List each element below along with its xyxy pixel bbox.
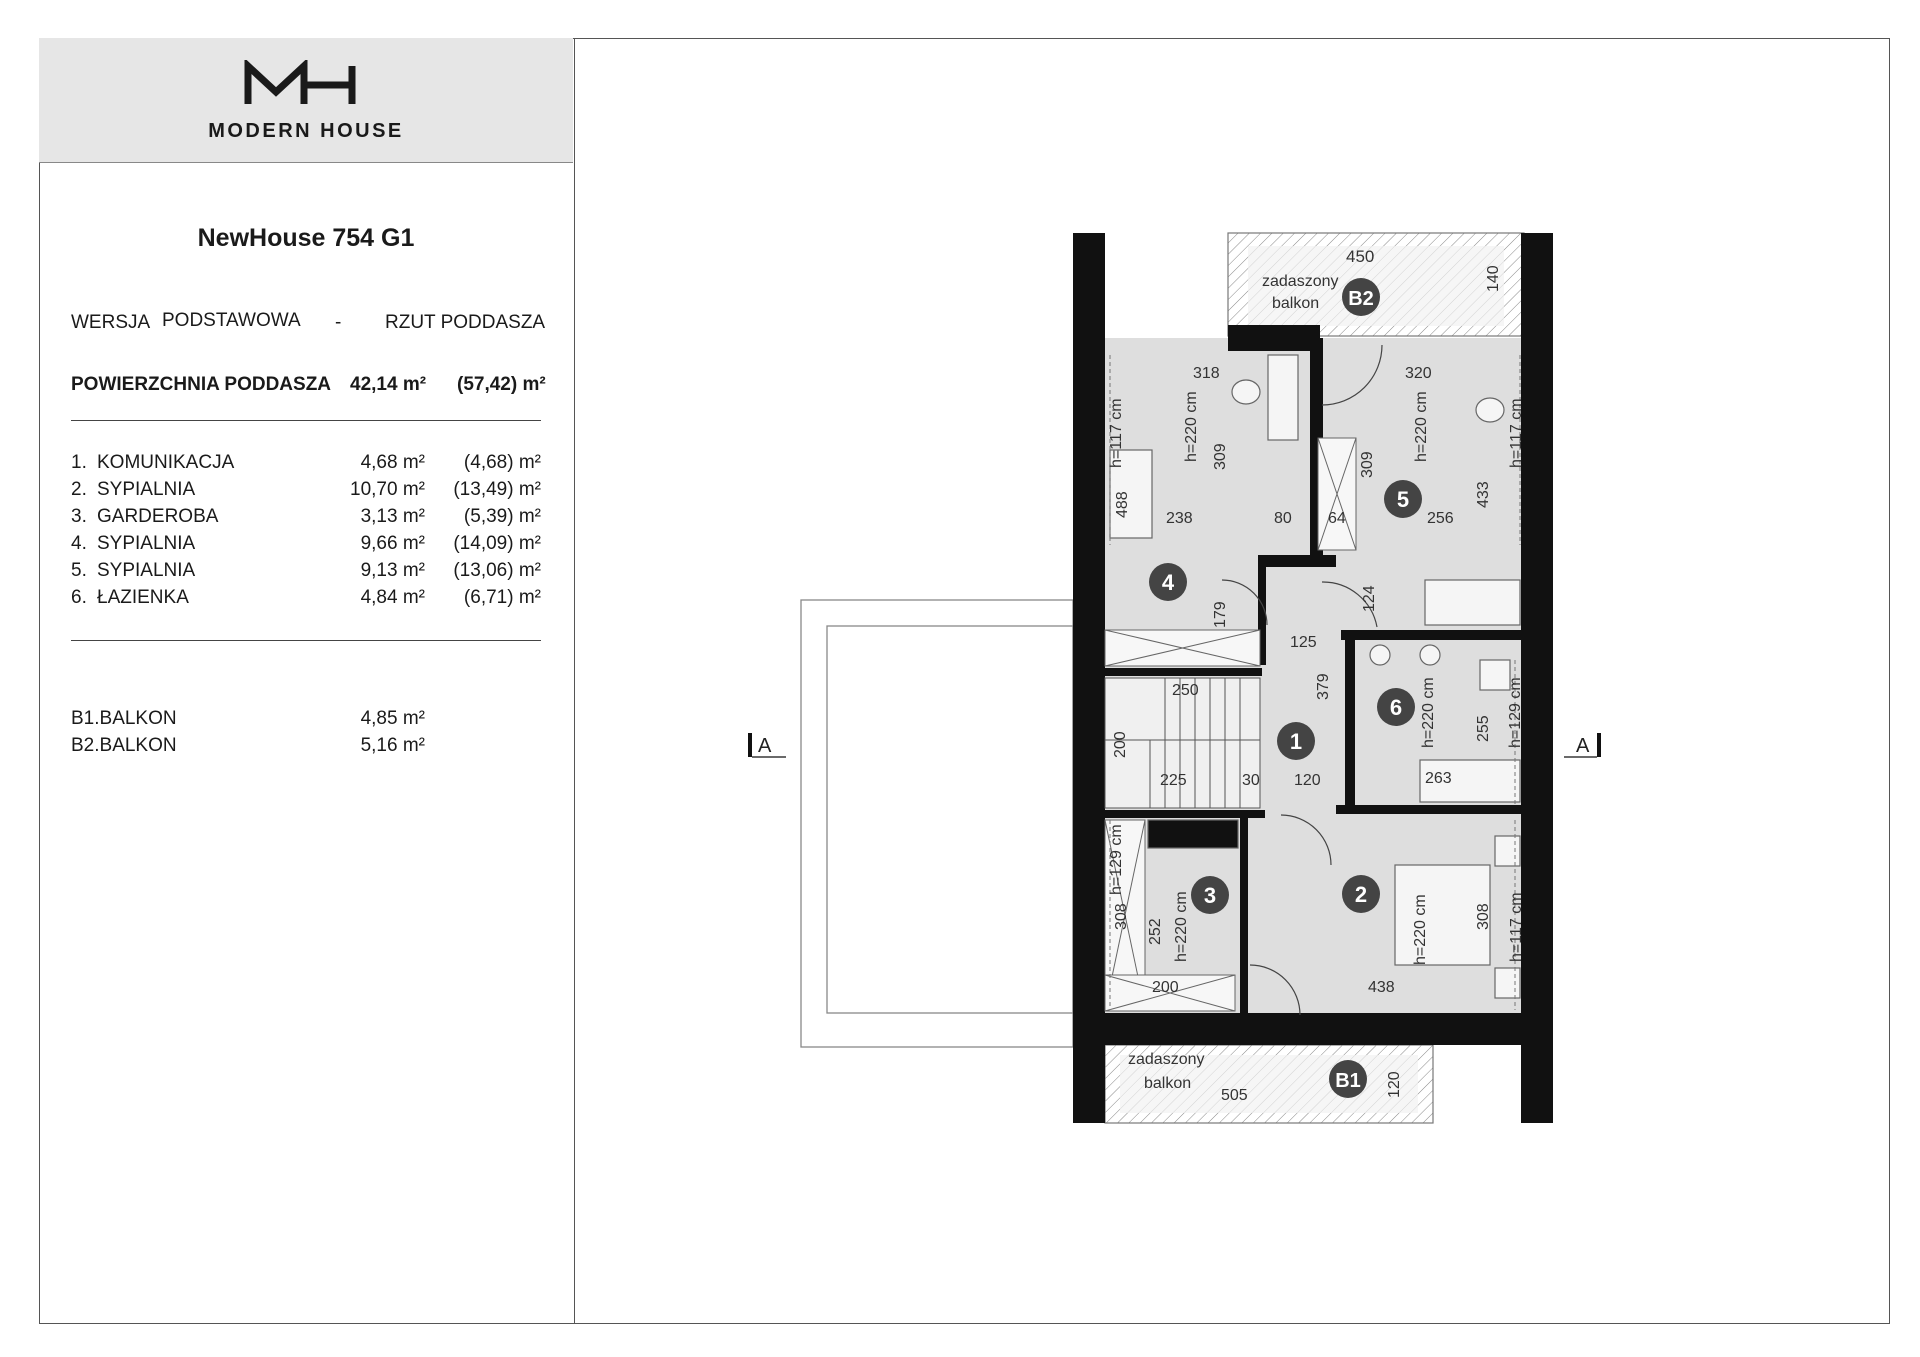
wall-bottom bbox=[1100, 1013, 1540, 1045]
room-name: GARDEROBA bbox=[97, 506, 219, 527]
section-mark-right bbox=[1564, 733, 1601, 757]
room-area: 3,13 m² bbox=[360, 506, 425, 527]
nightstand bbox=[1495, 836, 1520, 866]
dim-r5-door: 124 bbox=[1361, 585, 1378, 612]
wall-stair-top bbox=[1100, 668, 1262, 676]
room-label-3: 3 bbox=[1203, 883, 1217, 908]
room-label-5: 5 bbox=[1396, 487, 1410, 512]
version-label: WERSJA bbox=[71, 312, 151, 333]
dim-r5-h: 309 bbox=[1359, 451, 1376, 478]
balcony-area: 4,85 m² bbox=[360, 708, 425, 729]
height-r2-220: h=220 cm bbox=[1412, 894, 1429, 965]
dim-b1-w: 505 bbox=[1221, 1087, 1248, 1104]
wardrobe-tall bbox=[1268, 355, 1298, 440]
wall-bath-top bbox=[1341, 630, 1526, 640]
brand-name: MODERN HOUSE bbox=[208, 120, 404, 142]
balcony-area: 5,16 m² bbox=[360, 735, 425, 756]
dim-r5-d1: 64 bbox=[1328, 510, 1346, 527]
dim-r2-a: 308 bbox=[1475, 903, 1492, 930]
height-r4-117: h=117 cm bbox=[1108, 398, 1125, 468]
height-r6-220: h=220 cm bbox=[1420, 677, 1437, 748]
room-area-total: (5,39) m² bbox=[463, 506, 541, 527]
balcony-name: B2.BALKON bbox=[71, 735, 177, 756]
wall-right bbox=[1521, 233, 1553, 1123]
dim-r5-w: 320 bbox=[1405, 365, 1432, 382]
dim-r6-b: 263 bbox=[1425, 770, 1452, 787]
room-number: 3. bbox=[71, 506, 87, 527]
dim-hall-w: 125 bbox=[1290, 634, 1317, 651]
cooktop bbox=[1148, 820, 1238, 848]
dim-r5-d2: 256 bbox=[1427, 510, 1454, 527]
balcony-name: B1.BALKON bbox=[71, 708, 177, 729]
dim-stair-c: 30 bbox=[1242, 772, 1260, 789]
room-label-2: 2 bbox=[1354, 882, 1368, 907]
dim-r3-b: 252 bbox=[1147, 918, 1164, 945]
dim-r4-d2: 238 bbox=[1166, 510, 1193, 527]
room-area: 4,84 m² bbox=[360, 587, 425, 608]
dim-stair-b: 225 bbox=[1160, 772, 1187, 789]
dim-b2-d: 140 bbox=[1485, 265, 1502, 292]
room-name: KOMUNIKACJA bbox=[97, 452, 235, 473]
project-title: NewHouse 754 G1 bbox=[197, 224, 415, 252]
height-r5-117: h=117 cm bbox=[1508, 398, 1525, 468]
section-label: A bbox=[1576, 735, 1590, 757]
wall-wardrobe-right bbox=[1240, 818, 1248, 1018]
wall-left bbox=[1073, 233, 1105, 1123]
dim-r4-w: 318 bbox=[1193, 365, 1220, 382]
nightstand bbox=[1495, 968, 1520, 998]
washbasin bbox=[1420, 645, 1440, 665]
room-label-6: 6 bbox=[1389, 695, 1403, 720]
sofa-r5 bbox=[1425, 580, 1520, 625]
room-name: SYPIALNIA bbox=[97, 479, 196, 500]
dim-stair-h: 200 bbox=[1112, 731, 1129, 758]
height-r2-117: h=117 cm bbox=[1508, 892, 1525, 962]
room-area: 10,70 m² bbox=[350, 479, 425, 500]
room-area: 4,68 m² bbox=[360, 452, 425, 473]
dim-b1-d: 120 bbox=[1386, 1071, 1403, 1098]
dim-hall-b: 120 bbox=[1294, 772, 1321, 789]
room-name: ŁAZIENKA bbox=[97, 587, 189, 608]
room-area-total: (14,09) m² bbox=[453, 533, 541, 554]
room-name: SYPIALNIA bbox=[97, 560, 196, 581]
toilet-r5 bbox=[1476, 398, 1504, 422]
height-r4-220: h=220 cm bbox=[1183, 391, 1200, 462]
room-area: 9,66 m² bbox=[360, 533, 425, 554]
dim-r4-d3: 80 bbox=[1274, 510, 1292, 527]
dim-b2-w: 450 bbox=[1346, 247, 1375, 266]
room-name: SYPIALNIA bbox=[97, 533, 196, 554]
shower-tray bbox=[1480, 660, 1510, 690]
wall-top-mid bbox=[1228, 325, 1320, 351]
height-r5-220: h=220 cm bbox=[1413, 391, 1430, 462]
balcony-label-b2: B2 bbox=[1348, 288, 1374, 310]
view-name: RZUT PODDASZA bbox=[385, 312, 546, 333]
section-label: A bbox=[758, 735, 772, 757]
roof-outline bbox=[801, 600, 1073, 1047]
room-area-total: (6,71) m² bbox=[463, 587, 541, 608]
washbasin bbox=[1370, 645, 1390, 665]
wall-bath-bottom bbox=[1336, 805, 1526, 814]
dim-r3-a: 308 bbox=[1113, 903, 1130, 930]
b1-caption-2: balkon bbox=[1144, 1075, 1192, 1092]
height-r3-129: h=129 cm bbox=[1108, 824, 1125, 895]
room-area: 9,13 m² bbox=[360, 560, 425, 581]
height-r3-220: h=220 cm bbox=[1173, 891, 1190, 962]
version-value: PODSTAWOWA bbox=[162, 310, 301, 331]
dim-r2-b: 438 bbox=[1368, 979, 1395, 996]
room-number: 6. bbox=[71, 587, 87, 608]
dim-r5-d3: 433 bbox=[1475, 481, 1492, 508]
room-number: 5. bbox=[71, 560, 87, 581]
room-area-total: (13,49) m² bbox=[453, 479, 541, 500]
room-label-4: 4 bbox=[1161, 570, 1175, 595]
balcony-label-b1: B1 bbox=[1335, 1070, 1361, 1092]
b2-caption-1: zadaszony bbox=[1262, 273, 1339, 290]
version-dash: - bbox=[335, 312, 342, 333]
dim-r4-door: 179 bbox=[1212, 601, 1229, 628]
room-number: 2. bbox=[71, 479, 87, 500]
dim-r4-h: 309 bbox=[1212, 443, 1229, 470]
b2-caption-2: balkon bbox=[1272, 295, 1320, 312]
dim-r6-a: 255 bbox=[1475, 715, 1492, 742]
dim-hall-h: 379 bbox=[1315, 673, 1332, 700]
room-area-total: (13,06) m² bbox=[453, 560, 541, 581]
room-label-1: 1 bbox=[1289, 729, 1303, 754]
area-value: 42,14 m² bbox=[350, 374, 427, 395]
room-area-total: (4,68) m² bbox=[463, 452, 541, 473]
section-mark-left bbox=[748, 733, 786, 757]
room-number: 1. bbox=[71, 452, 87, 473]
room-number: 4. bbox=[71, 533, 87, 554]
area-label: POWIERZCHNIA PODDASZA bbox=[71, 374, 332, 395]
toilet-r4 bbox=[1232, 380, 1260, 404]
dim-r3-c: 200 bbox=[1152, 979, 1179, 996]
area-total: (57,42) m² bbox=[457, 374, 546, 395]
wall-wardrobe-top bbox=[1100, 810, 1265, 818]
b1-caption-1: zadaszony bbox=[1128, 1051, 1205, 1068]
height-r6-129: h=129 cm bbox=[1507, 677, 1524, 748]
wall-hall-top bbox=[1258, 555, 1336, 567]
dim-r4-d1: 488 bbox=[1114, 491, 1131, 518]
wall-bath-left bbox=[1345, 630, 1355, 810]
dim-stair-w: 250 bbox=[1172, 682, 1199, 699]
